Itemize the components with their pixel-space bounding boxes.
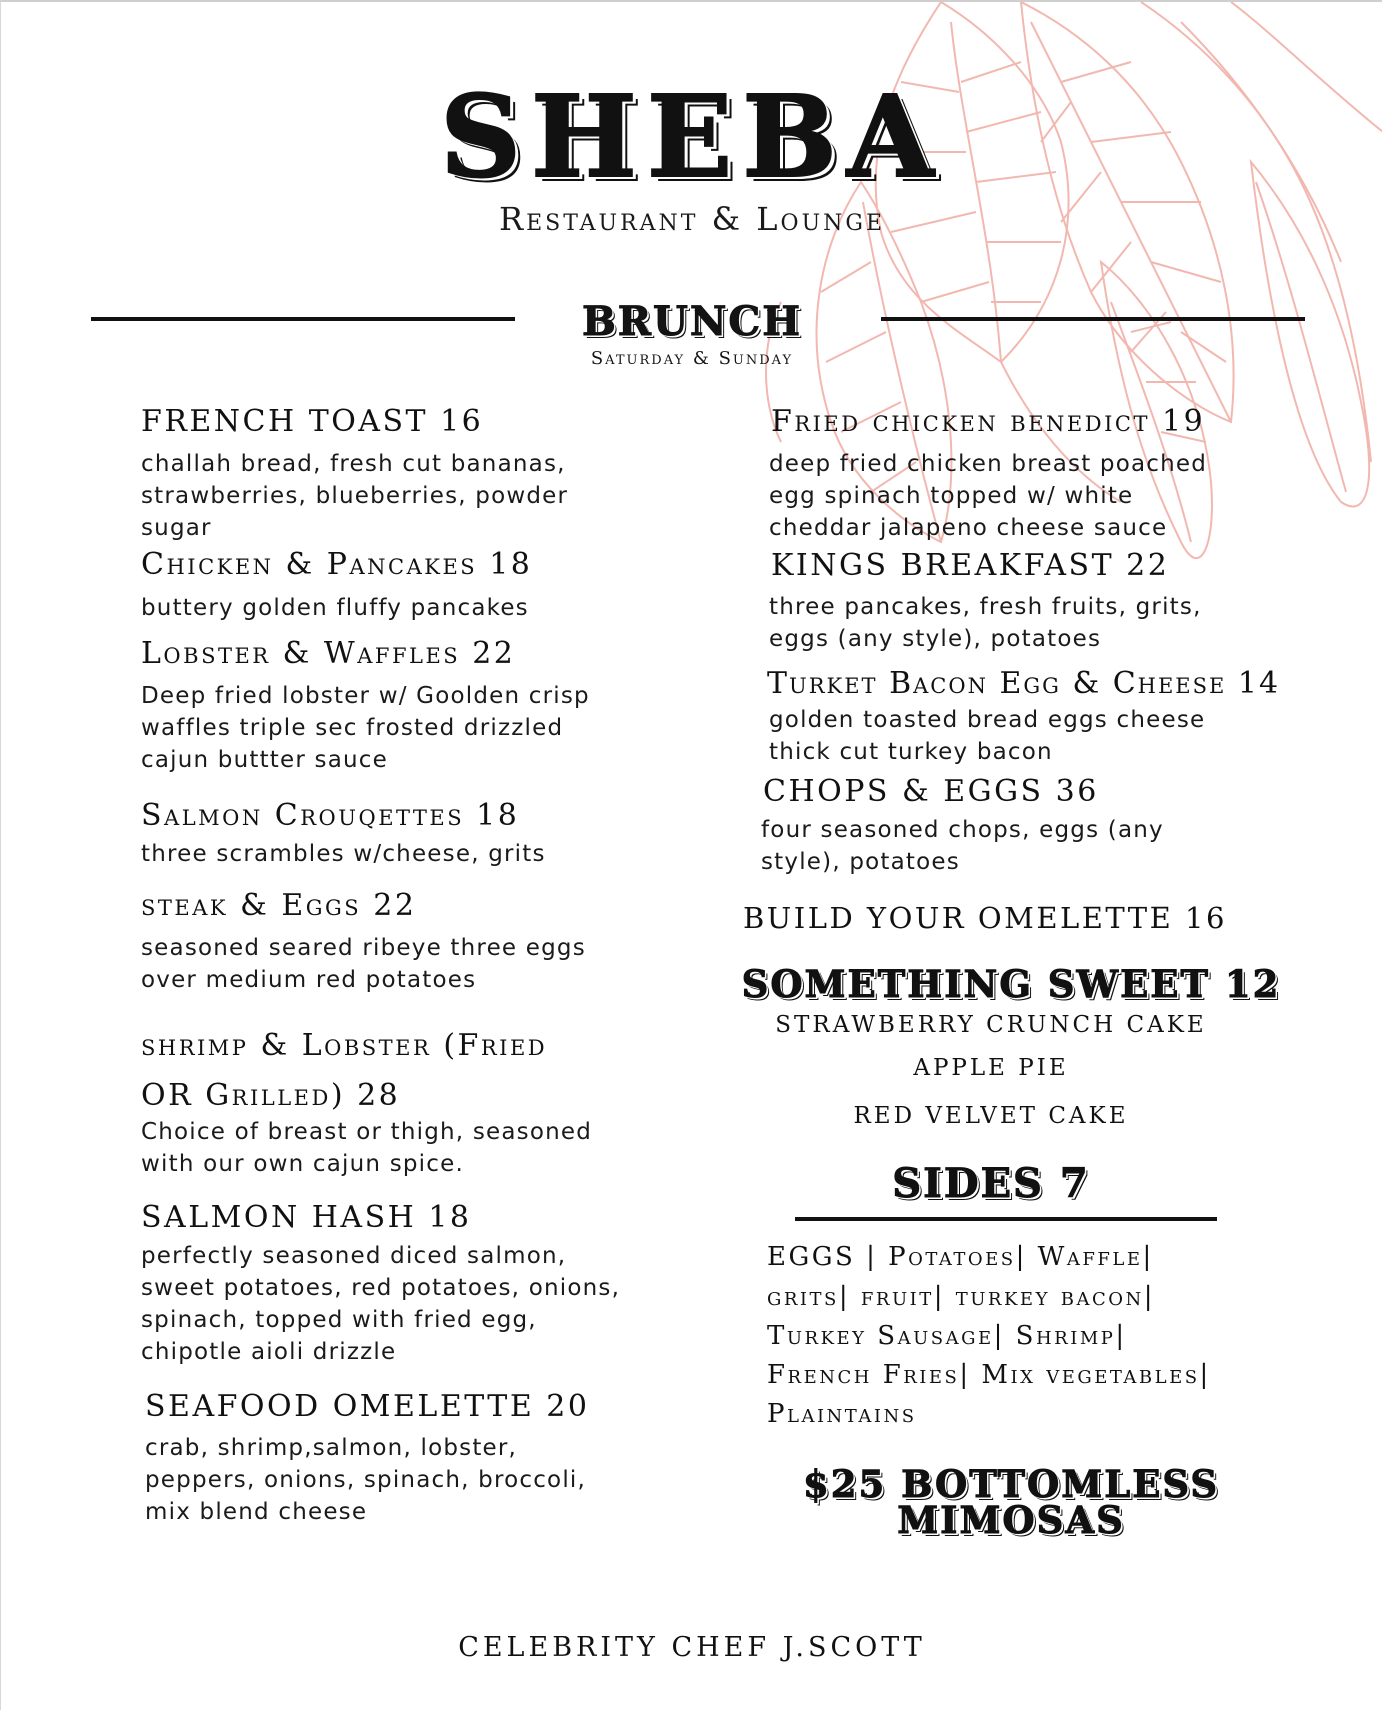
menu-item-title: SEAFOOD OMELETTE 20 bbox=[145, 1389, 590, 1424]
menu-item-title: Lobster & Waffles 22 bbox=[141, 636, 516, 671]
menu-item-desc: Choice of breast or thigh, seasoned with our own cajun spice. bbox=[141, 1119, 593, 1177]
menu-item-title: Fried chicken benedict 19 bbox=[771, 404, 1206, 439]
sides-divider bbox=[795, 1217, 1217, 1221]
menu-item-title: SALMON HASH 18 bbox=[141, 1200, 472, 1235]
dessert-item: RED VELVET CAKE bbox=[853, 1103, 1129, 1129]
menu-item-title: shrimp & Lobster (Fried bbox=[141, 1028, 548, 1063]
menu-item-desc: deep fried chicken breast poached egg spinach topped w/ white cheddar jalapeno cheese sauce bbox=[769, 451, 1208, 541]
menu-item-title: CHOPS & EGGS 36 bbox=[763, 774, 1099, 809]
menu-item-title: OR Grilled) 28 bbox=[141, 1078, 401, 1113]
sweet-title: SOMETHING SWEET 12 bbox=[741, 962, 1281, 1006]
menu-item-title: steak & Eggs 22 bbox=[141, 888, 417, 923]
menu-item-desc: four seasoned chops, eggs (any style), potatoes bbox=[761, 817, 1164, 875]
promo-line: MIMOSAS bbox=[897, 1498, 1125, 1542]
menu-item-title: Turket Bacon Egg & Cheese 14 bbox=[767, 666, 1281, 701]
menu-item-title: KINGS BREAKFAST 22 bbox=[771, 548, 1170, 583]
section-title: BRUNCH bbox=[581, 298, 803, 345]
sides-title: SIDES 7 bbox=[892, 1160, 1090, 1207]
sides-line: Plaintains bbox=[767, 1399, 917, 1429]
sides-line: grits| fruit| turkey bacon| bbox=[767, 1282, 1155, 1312]
sides-line: French Fries| Mix vegetables| bbox=[767, 1360, 1211, 1390]
promo-line: $25 BOTTOMLESS bbox=[802, 1462, 1220, 1506]
menu-item-title: FRENCH TOAST 16 bbox=[141, 404, 484, 439]
menu-item-desc: golden toasted bread eggs cheese thick cut turkey bacon bbox=[769, 707, 1206, 765]
menu-item-desc: crab, shrimp,salmon, lobster, peppers, onions, spinach, broccoli, mix blend cheese bbox=[145, 1435, 587, 1525]
menu-item-desc: seasoned seared ribeye three eggs over medium red potatoes bbox=[141, 935, 586, 993]
chef-credit: CELEBRITY CHEF J.SCOTT bbox=[458, 1632, 926, 1663]
section-days: Saturday & Sunday bbox=[590, 348, 794, 369]
menu-item-desc: Deep fried lobster w/ Goolden crisp waffles triple sec frosted drizzled cajun buttter sauce bbox=[141, 683, 590, 773]
sides-line: EGGS | Potatoes| Waffle| bbox=[767, 1242, 1154, 1272]
menu-item-desc: buttery golden fluffy pancakes bbox=[141, 595, 529, 621]
menu-item-desc: three scrambles w/cheese, grits bbox=[141, 841, 546, 867]
menu-item-title: BUILD YOUR OMELETTE 16 bbox=[743, 901, 1227, 935]
sides-line: Turkey Sausage| Shrimp| bbox=[767, 1321, 1127, 1351]
menu-item-title: Chicken & Pancakes 18 bbox=[141, 547, 533, 582]
dessert-item: STRAWBERRY CRUNCH CAKE bbox=[775, 1012, 1207, 1038]
menu-item-title: Salmon Crouqettes 18 bbox=[141, 798, 520, 833]
menu-item-desc: perfectly seasoned diced salmon, sweet potatoes, red potatoes, onions, spinach, topped with fried egg, chipotle aioli drizzle bbox=[141, 1243, 621, 1365]
menu-item-desc: three pancakes, fresh fruits, grits, eggs (any style), potatoes bbox=[769, 594, 1202, 652]
dessert-item: APPLE PIE bbox=[913, 1055, 1069, 1081]
menu-item-desc: challah bread, fresh cut bananas, strawberries, blueberries, powder sugar bbox=[141, 451, 569, 541]
restaurant-subtitle: Restaurant & Lounge bbox=[498, 200, 886, 238]
restaurant-logo: SHEBA bbox=[440, 72, 944, 203]
